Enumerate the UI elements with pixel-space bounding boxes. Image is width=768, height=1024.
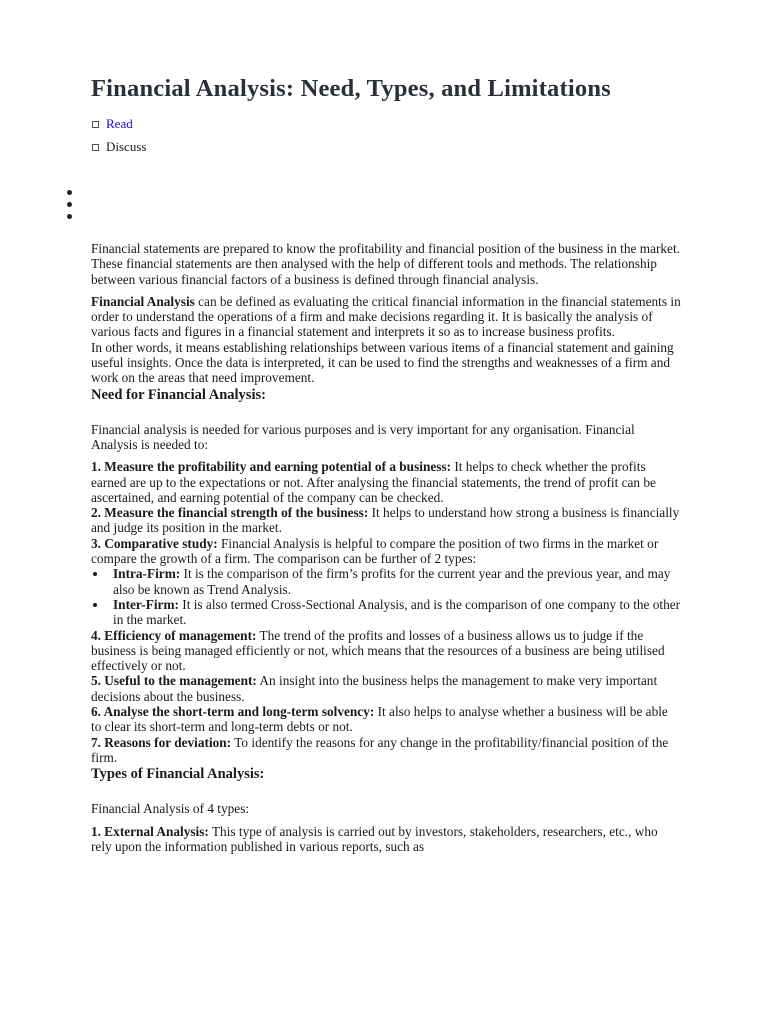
- read-link[interactable]: Read: [106, 116, 133, 131]
- square-icon: [92, 121, 99, 128]
- article-header: [91, 74, 681, 155]
- need-item: [91, 704, 681, 735]
- need-item: [91, 735, 681, 766]
- intro-paragraph: Financial statements are prepared to know the profitability and financial position of the business in the market. These financial statements are then analysed with the help of different tools and methods. The relationship between various financial factors of a business is defined through financial analysis.: [91, 241, 680, 287]
- need-item-label: 5. Useful to the management:: [91, 673, 257, 689]
- need-item-label: 6. Analyse the short-term and long-term solvency:: [91, 704, 375, 720]
- other-words-paragraph: In other words, it means establishing relationships between various items of a financial statement and gaining useful insights. Once the data is interpreted, it can be used to find the strengths and weaknesses of a firm and work on the areas that need improvement.: [91, 339, 674, 386]
- need-item-text: It helps to check whether the profits earned are up to the expectations or not. After analysing the financial statements, the trend of profit can be ascertained, and earning potential of the company can be checked.: [91, 459, 656, 505]
- need-item: [91, 536, 681, 567]
- list-item-label: Inter-Firm:: [113, 596, 179, 612]
- list-item-text: It is also termed Cross-Sectional Analysis, and is the comparison of one company to the other in the market.: [113, 596, 681, 628]
- need-item-label: 3. Comparative study:: [91, 535, 218, 551]
- need-item: [91, 505, 681, 536]
- list-item: [91, 597, 681, 628]
- types-item-text: This type of analysis is carried out by investors, stakeholders, researchers, etc., who rely upon the information published in various reports, such as: [91, 823, 658, 854]
- list-item: [91, 566, 681, 597]
- bullet-dot: [67, 214, 72, 219]
- need-item-text: It also helps to analyse whether a business will be able to clear its short-term and long-term debts or not.: [91, 704, 668, 735]
- types-item: [91, 824, 681, 855]
- need-item-label: 2. Measure the financial strength of the business:: [91, 505, 369, 521]
- list-item-label: Intra-Firm:: [113, 566, 181, 582]
- comparison-types-list: [91, 566, 681, 627]
- need-item: [91, 628, 681, 674]
- types-item-label: 1. External Analysis:: [91, 823, 209, 839]
- need-list: [91, 459, 681, 765]
- need-item-text: It helps to understand how strong a business is financially and judge its position in the market.: [91, 505, 680, 536]
- types-intro: Financial Analysis of 4 types:: [91, 801, 250, 817]
- page-title: Financial Analysis: Need, Types, and Limitations: [91, 75, 611, 102]
- bullet-dot: [67, 190, 72, 195]
- discuss-action[interactable]: [91, 139, 681, 155]
- need-item: [91, 459, 681, 505]
- bullet-dot: [67, 202, 72, 207]
- read-action[interactable]: [91, 116, 681, 132]
- need-item: [91, 673, 681, 704]
- need-item-text: An insight into the business helps the management to make very important decisions about the business.: [91, 673, 658, 704]
- list-item-text: It is the comparison of the firm’s profits for the current year and the previous year, and may also be known as Trend Analysis.: [113, 566, 671, 597]
- definition-text: can be defined as evaluating the critical financial information in the financial statements in order to understand the operations of a firm and make decisions regarding it. It is basically the analysis of various facts and figures in a financial statement and interprets it so as to increase business profits.: [91, 293, 681, 340]
- empty-bullet-list: [67, 190, 72, 226]
- need-item-text: Financial Analysis is helpful to compare the position of two firms in the market or compare the growth of a firm. The comparison can be further of 2 types:: [91, 535, 659, 567]
- types-heading: Types of Financial Analysis:: [91, 766, 265, 783]
- discuss-link[interactable]: Discuss: [106, 139, 147, 154]
- need-intro: Financial analysis is needed for various purposes and is very important for any organisation. Financial Analysis is needed to:: [91, 421, 635, 452]
- definition-term: Financial Analysis: [91, 293, 195, 309]
- need-heading: Need for Financial Analysis:: [91, 386, 266, 403]
- need-item-text: To identify the reasons for any change in the profitability/financial position of the firm.: [91, 734, 669, 765]
- need-item-label: 4. Efficiency of management:: [91, 627, 257, 643]
- definition-paragraph: [91, 294, 681, 340]
- square-icon: [92, 144, 99, 151]
- need-item-label: 1. Measure the profitability and earning potential of a business:: [91, 459, 452, 475]
- need-item-label: 7. Reasons for deviation:: [91, 734, 232, 750]
- need-item-text: The trend of the profits and losses of a business allows us to judge if the business is being managed efficiently or not, which means that the resources of a business are being utilised effectively or not.: [91, 627, 665, 674]
- article-body: [91, 241, 681, 854]
